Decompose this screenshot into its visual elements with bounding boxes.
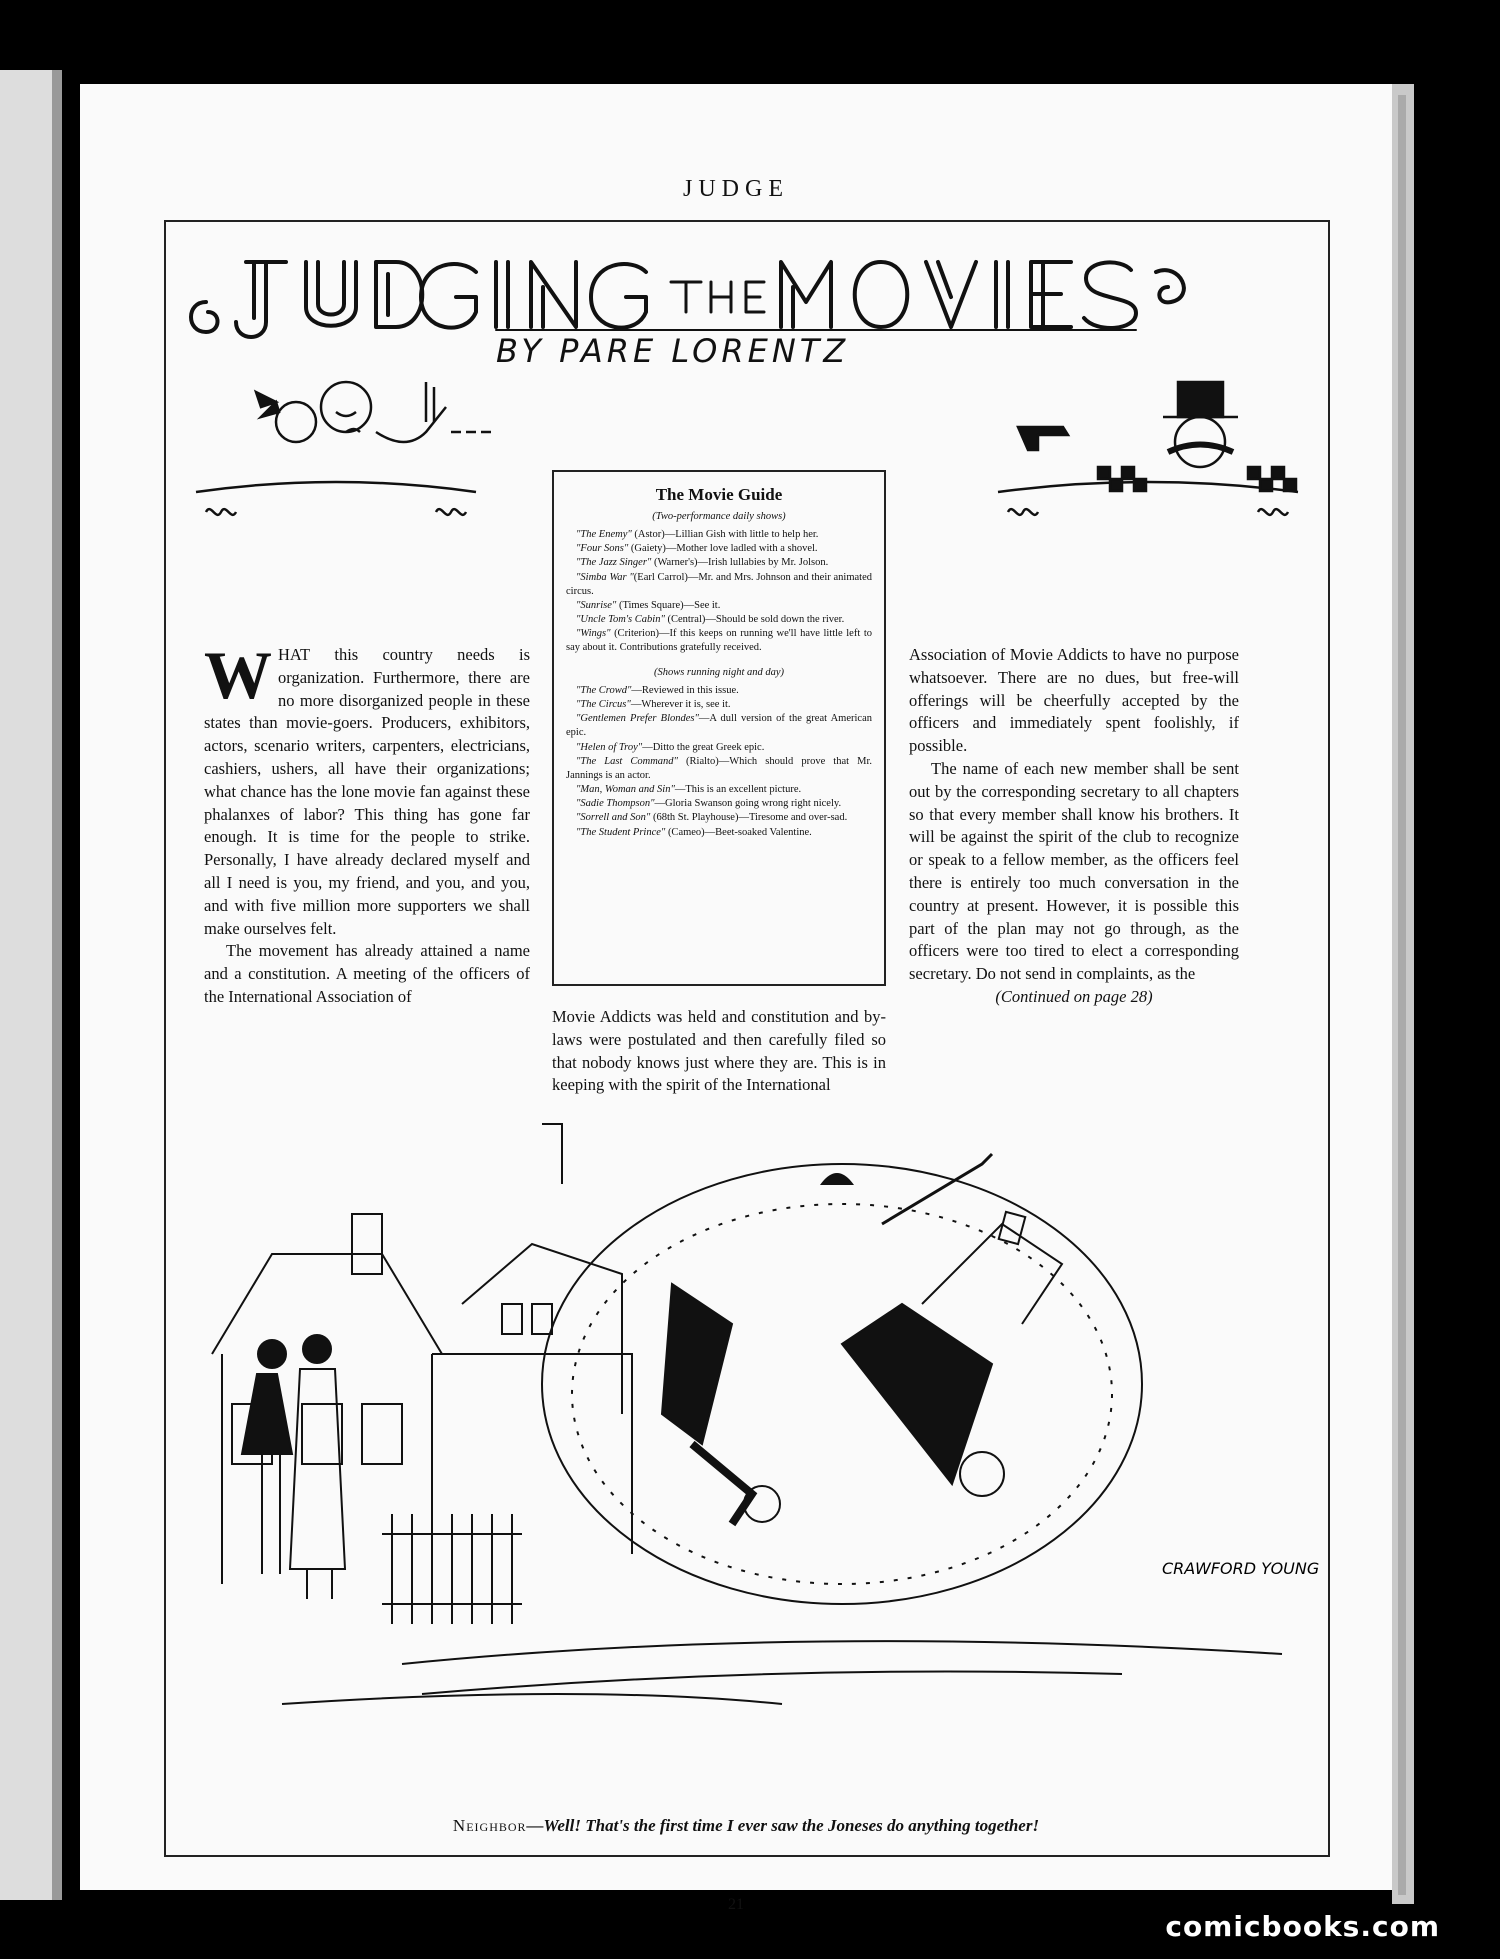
guide-entry: "The Enemy" (Astor)—Lillian Gish with little to help her. (576, 529, 819, 541)
guide-entry: "Helen of Troy"—Ditto the great Greek epic. (576, 741, 765, 753)
facing-page-edge (0, 70, 62, 1900)
body-column-3 (909, 644, 1239, 1009)
body-paragraph: The movement has already attained a name and a constitution. A meeting of the officers of the International Association of (204, 941, 530, 1006)
page-number: 21 (728, 1896, 744, 1913)
guide-section-label: (Two-performance daily shows) (652, 510, 786, 522)
body-paragraph: The name of each new member shall be sent out by the corresponding secretary to all chapters so that every member shall know his brothers. It will be against the spirit of the club to recognize or speak to a fellow member, as the officers feel there is entirely too much conversation in the country at present. However, it is possible this part of the plan may not go through, as the officers were too tired to elect a corresponding secretary. Do not send in complaints, as the (909, 758, 1239, 984)
cartoon-illustration (202, 1104, 1320, 1734)
guide-entry: "The Crowd"—Reviewed in this issue. (576, 684, 739, 696)
body-paragraph: Movie Addicts was held and constitution and by-laws were postulated and then carefully filed so that nobody knows just where they are. This is in keeping with the spirit of the International (552, 1007, 886, 1095)
couple-illustration (186, 372, 486, 522)
body-column-1 (204, 637, 530, 1009)
article-frame (164, 220, 1330, 1857)
movie-guide-box (552, 470, 886, 986)
guide-section-label: (Shows running night and day) (653, 666, 785, 678)
body-column-2 (552, 1006, 886, 1097)
caption-text: —Well! That's the first time I ever saw the Joneses do anything together! (526, 1816, 1040, 1835)
guide-entry: "Four Sons" (Gaiety)—Mother love ladled with a shovel. (576, 543, 818, 555)
mustached-man-illustration (988, 372, 1308, 522)
guide-entry: "Man, Woman and Sin"—This is an excellent picture. (576, 784, 802, 796)
caption-speaker: Neighbor (452, 1816, 527, 1835)
guide-entry: "Sunrise" (Times Square)—See it. (576, 599, 721, 611)
guide-entry: "The Student Prince" (Cameo)—Beet-soaked Valentine. (576, 826, 812, 838)
continued-note: (Continued on page 28) (995, 986, 1153, 1006)
body-paragraph: WHAT this country needs is organization. Furthermore, there are no more disorganized people in these states than movie-goers. Producers, exhibitors, actors, scenario writers, carpenters, electricians, cashiers, ushers, all have their organizations; what chance has the lone movie fan against these phalanxes of labor? This thing has gone far enough. It is time for the people to strike. Personally, I have already declared myself and all I need is you, my friend, and you, and you, and with five million more supporters we shall make ourselves felt. (204, 637, 530, 938)
watermark: comicbooks.com (1165, 1910, 1440, 1943)
guide-entry: "Simba War "(Earl Carrol)—Mr. and Mrs. Johnson and their animated circus. (566, 571, 873, 597)
guide-entry: "Uncle Tom's Cabin" (Central)—Should be sold down the river. (576, 614, 845, 626)
magazine-page (80, 84, 1392, 1913)
running-head: JUDGE (683, 176, 789, 202)
guide-entry: "Sorrell and Son" (68th St. Playhouse)—Tiresome and over-sad. (576, 812, 848, 824)
drop-cap: W (204, 637, 272, 713)
byline: BY PARE LORENTZ (496, 332, 850, 370)
guide-entry: "The Jazz Singer" (Warner's)—Irish lullabies by Mr. Jolson. (576, 557, 829, 569)
cartoon-caption (286, 1814, 1206, 1838)
guide-entry: "The Last Command" (Rialto)—Which should prove that Mr. Jannings is an actor. (566, 755, 872, 781)
body-paragraph: Association of Movie Addicts to have no purpose whatsoever. There are no dues, but free-will offerings will be cheerfully accepted by the officers and immediately spent foolishly, if possible. (909, 645, 1239, 756)
guide-entry: "Gentlemen Prefer Blondes"—A dull version of the great American epic. (566, 713, 872, 739)
guide-entry: "The Circus"—Wherever it is, see it. (576, 699, 731, 710)
guide-heading: The Movie Guide (655, 485, 783, 504)
artist-signature: CRAWFORD YOUNG (1162, 1559, 1320, 1578)
guide-entry: "Sadie Thompson"—Gloria Swanson going wrong right nicely. (576, 798, 842, 810)
guide-entry: "Wings" (Criterion)—If this keeps on running we'll have little left to say about it. Contributions gratefully received. (566, 628, 872, 654)
